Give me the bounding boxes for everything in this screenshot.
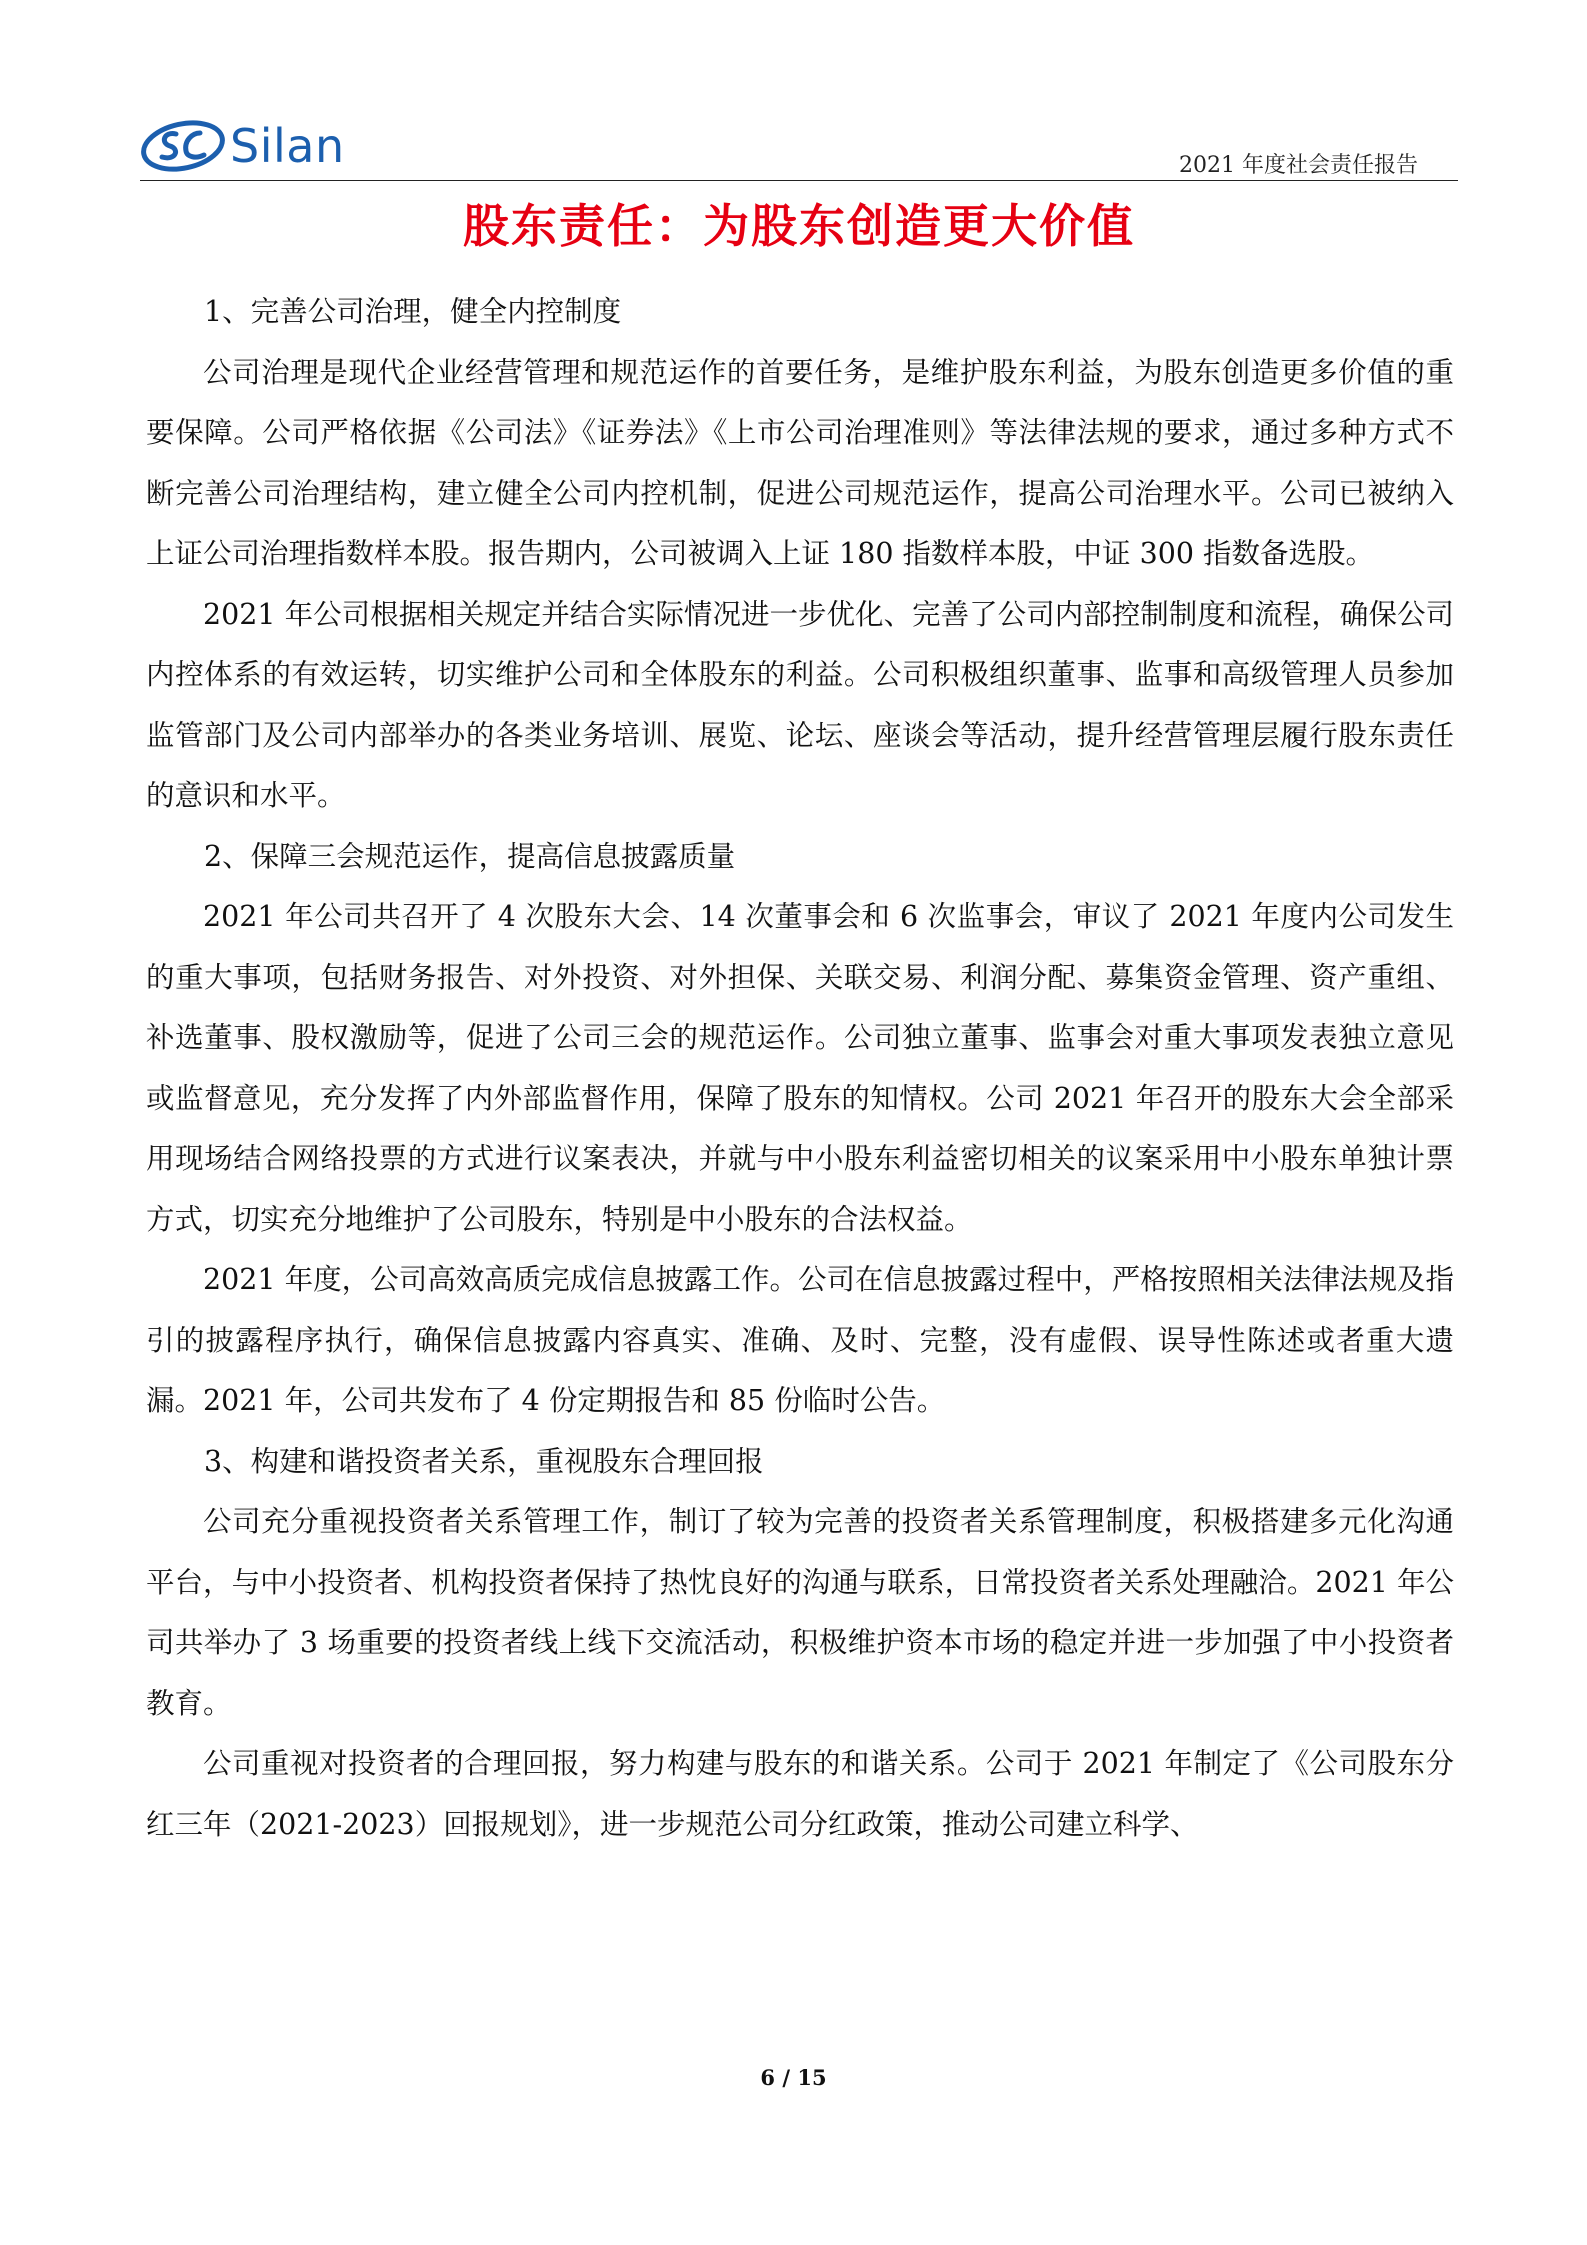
logo-wordmark: Silan [230,119,345,173]
section-heading: 1、完善公司治理，健全内控制度 [204,295,622,328]
company-logo [140,116,345,176]
document-body [146,282,1454,1855]
paragraph: 2021 年度，公司高效高质完成信息披露工作。公司在信息披露过程中，严格按照相关法律法规及指引的披露程序执行，确保信息披露内容真实、准确、及时、完整，没有虚假、误导性陈述或者重大遗漏。2021 年，公司共发布了 4 份定期报告和 85 份临时公告。 [146,1263,1454,1417]
header-divider [140,180,1458,181]
page-header [140,112,1458,182]
page-title: 股东责任：为股东创造更大价值 [463,199,1135,253]
report-title: 2021 年度社会责任报告 [1179,153,1418,178]
paragraph: 2021 年公司共召开了 4 次股东大会、14 次董事会和 6 次监事会，审议了 2021 年度内公司发生的重大事项，包括财务报告、对外投资、对外担保、关联交易、利润分配、募集资金管理、资产重组、补选董事、股权激励等，促进了公司三会的规范运作。公司独立董事、监事会对重大事项发表独立意见或监督意见，充分发挥了内外部监督作用，保障了股东的知情权。公司 2021 年召开的股东大会全部采用现场结合网络投票的方式进行议案表决，并就与中小股东利益密切相关的议案采用中小股东单独计票方式，切实充分地维护了公司股东，特别是中小股东的合法权益。 [146,900,1454,1236]
page-number: 6 / 15 [760,2065,827,2090]
section-governance [146,282,1454,827]
paragraph: 公司重视对投资者的合理回报，努力构建与股东的和谐关系。公司于 2021 年制定了《公司股东分红三年（2021-2023）回报规划》，进一步规范公司分红政策，推动公司建立科学、 [146,1747,1454,1841]
section-disclosure [146,827,1454,1432]
section-heading: 2、保障三会规范运作，提高信息披露质量 [204,839,736,873]
silan-logo-icon [140,119,226,173]
section-heading: 3、构建和谐投资者关系，重视股东合理回报 [204,1444,764,1478]
paragraph: 公司治理是现代企业经营管理和规范运作的首要任务，是维护股东利益，为股东创造更多价值的重要保障。公司严格依据《公司法》《证券法》《上市公司治理准则》等法律法规的要求，通过多种方式不断完善公司治理结构，建立健全公司内控机制，促进公司规范运作，提高公司治理水平。公司已被纳入上证公司治理指数样本股。报告期内，公司被调入上证 180 指数样本股，中证 300 指数备选股。 [146,355,1454,570]
paragraph: 公司充分重视投资者关系管理工作，制订了较为完善的投资者关系管理制度，积极搭建多元化沟通平台，与中小投资者、机构投资者保持了热忱良好的沟通与联系，日常投资者关系处理融洽。2021 年公司共举办了 3 场重要的投资者线上线下交流活动，积极维护资本市场的稳定并进一步加强了中小投资者教育。 [146,1505,1454,1720]
paragraph: 2021 年公司根据相关规定并结合实际情况进一步优化、完善了公司内部控制制度和流程，确保公司内控体系的有效运转，切实维护公司和全体股东的利益。公司积极组织董事、监事和高级管理人员参加监管部门及公司内部举办的各类业务培训、展览、论坛、座谈会等活动，提升经营管理层履行股东责任的意识和水平。 [146,597,1454,812]
section-investor-relations [146,1432,1454,1856]
